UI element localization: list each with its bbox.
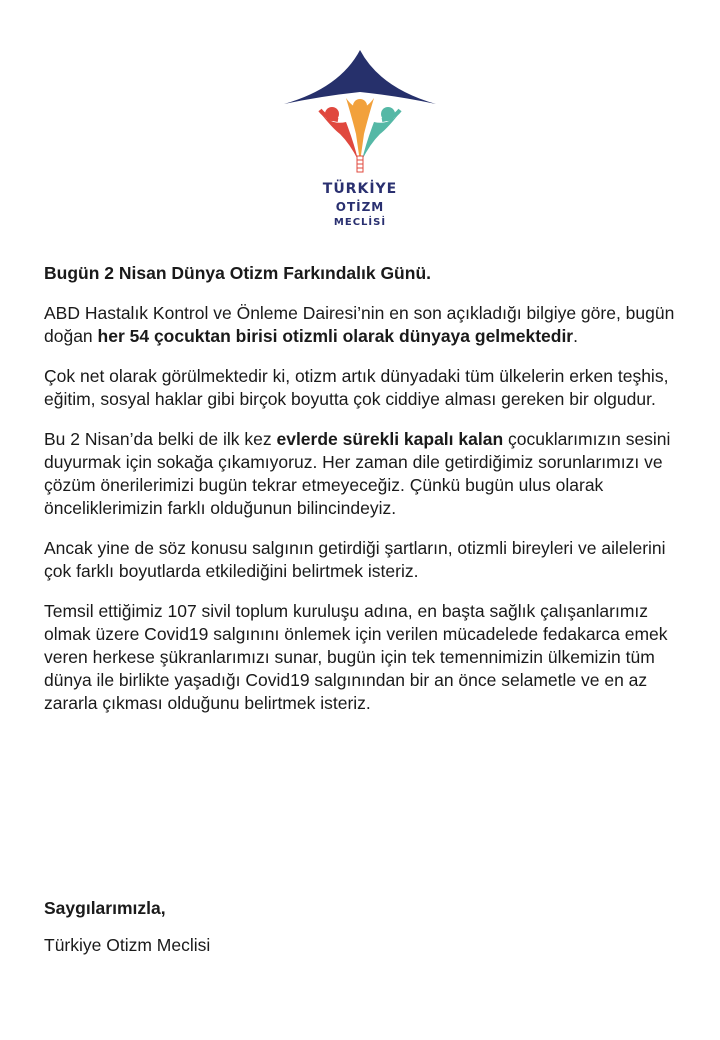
logo-text-turkiye: TÜRKİYE xyxy=(322,181,398,197)
paragraph-1 xyxy=(44,302,684,348)
paragraph-5: Temsil ettiğimiz 107 sivil toplum kuruluşu adına, en başta sağlık çalışanlarımız olmak üzere Covid19 salgınını önlemek için verilen mücadelede fedakarca emek veren herkese şükranlarımızı sunar, bugün için tek temennimizin ülkemizin tüm dünya ile birlikte yaşadığı Covid19 salgınından bir an önce selametle ve en az zararla çıkması olduğunu belirtmek isteriz. xyxy=(44,601,668,713)
paragraph-3-text: Bu 2 Nisan’da belki de ilk kez xyxy=(44,429,277,449)
paragraph-2: Çok net olarak görülmektedir ki, otizm artık dünyadaki tüm ülkelerin erken teşhis, eğitim, sosyal haklar gibi birçok boyutta çok ciddiye alması gereken bir olgudur. xyxy=(44,366,669,409)
paragraph-4: Ancak yine de söz konusu salgının getirdiği şartların, otizmli bireyleri ve ailelerini çok farklı boyutlarda etkilediğini belirtmek isteriz. xyxy=(44,538,666,581)
logo-text-meclisi: MECLİSİ xyxy=(333,217,387,228)
paragraph-1-end: . xyxy=(573,326,578,346)
logo-text-otizm: OTİZM xyxy=(335,200,385,214)
paragraph-3-bold: evlerde sürekli kapalı kalan xyxy=(276,429,504,449)
turkiye-otizm-meclisi-logo xyxy=(280,48,440,238)
letter-body xyxy=(44,262,684,732)
paragraph-3-end: çocuklarımızın sesini duyurmak için sokağa çıkamıyoruz. Her zaman dile getirdiğimiz sorunlarımızı ve çözüm önerilerimizi bugün tekrar etmeyeceğiz. Çünkü bugün ulus olarak önceliklerimizin farklı olduğunun bilincindeyiz. xyxy=(44,429,671,518)
paragraph-1-bold: her 54 çocuktan birisi otizmli olarak dünyaya gelmektedir xyxy=(97,326,574,346)
paragraph-3 xyxy=(44,428,684,520)
logo-emblem-icon xyxy=(280,48,440,178)
closing-salutation: Saygılarımızla, xyxy=(44,898,166,918)
letter-closing xyxy=(44,897,210,971)
signature: Türkiye Otizm Meclisi xyxy=(44,935,211,955)
paragraph-1-text: ABD Hastalık Kontrol ve Önleme Dairesi’nin en son açıkladığı bilgiye göre, bugün doğan xyxy=(44,303,675,346)
letter-heading: Bugün 2 Nisan Dünya Otizm Farkındalık Günü. xyxy=(44,263,431,283)
